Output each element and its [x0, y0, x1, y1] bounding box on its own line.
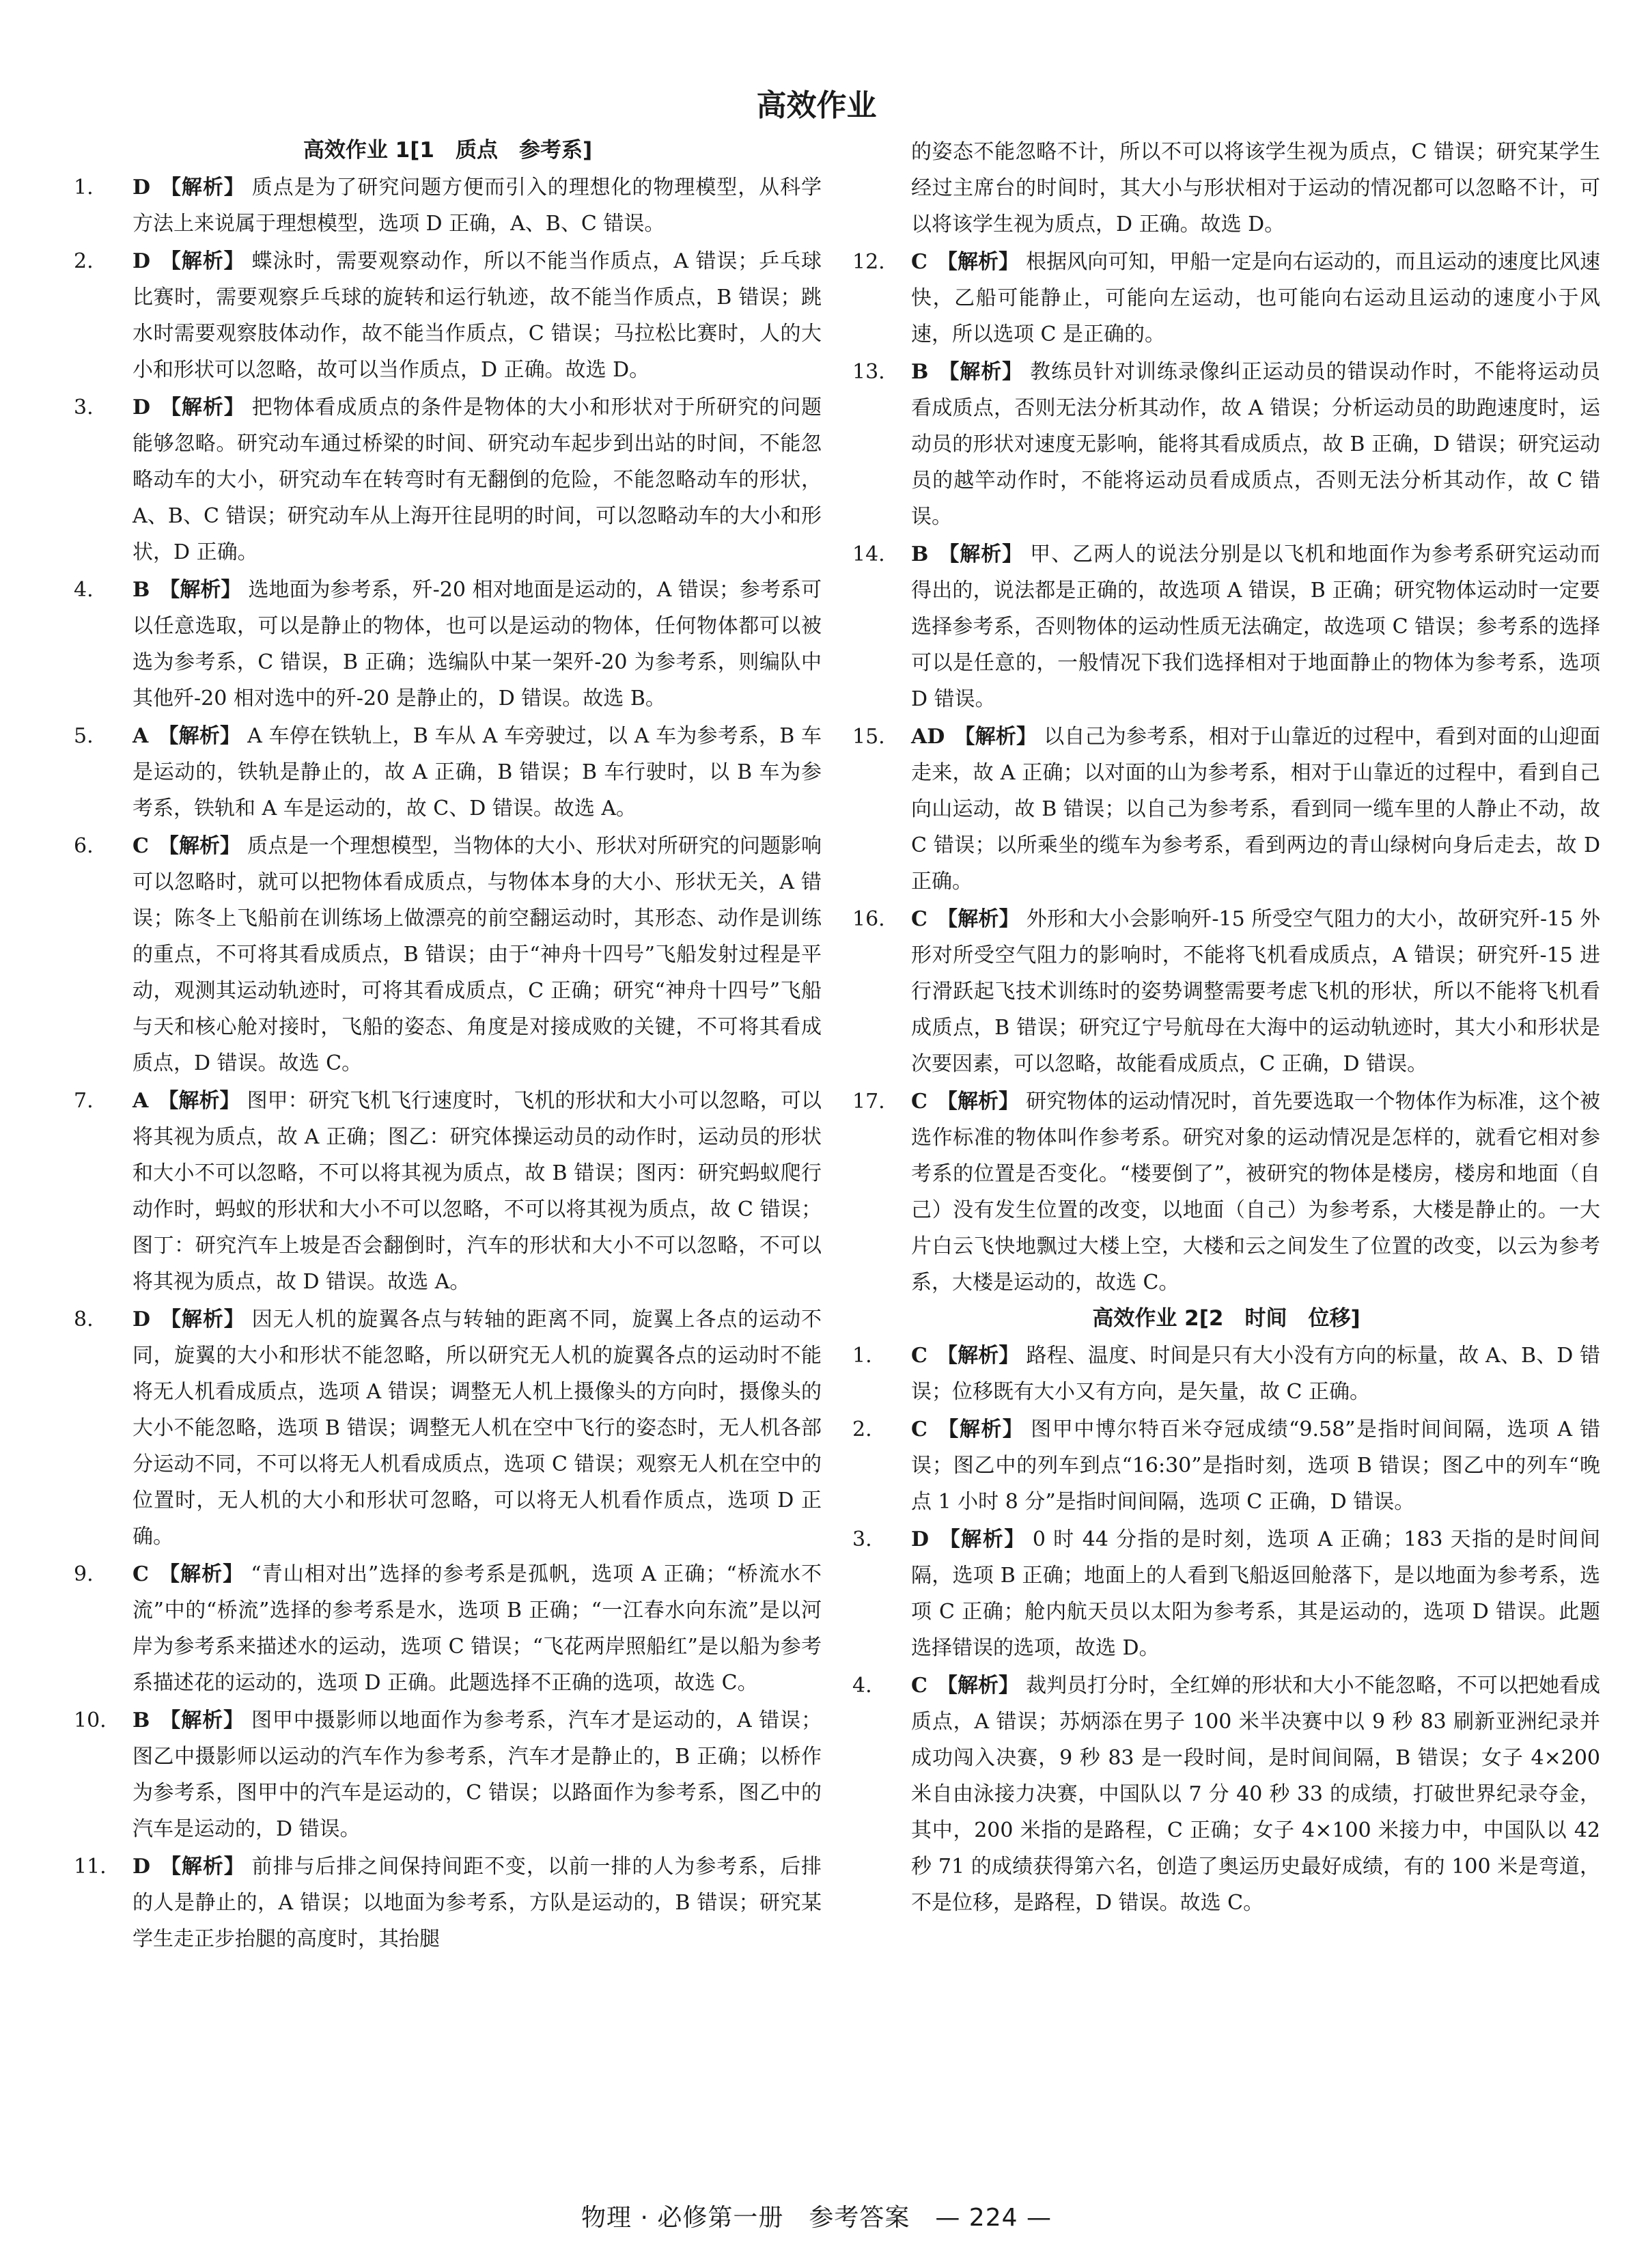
answer-key: A [132, 1089, 149, 1113]
analysis-tag: 【解析】 [158, 1562, 245, 1586]
answer-key: D [911, 1527, 930, 1551]
analysis-text: 把物体看成质点的条件是物体的大小和形状对于所研究的问题能够忽略。研究动车通过桥梁的时间、研究动车起步到出站的时间，不能忽略动车的大小，研究动车在转弯时有无翻倒的危险，不能忽略动车的形状，A、B、C 错误；研究动车从上海开往昆明的时间，可以忽略动车的大小和形状，D 正确。 [132, 396, 822, 564]
analysis-text: A 车停在铁轨上，B 车从 A 车旁驶过，以 A 车为参考系，B 车是运动的，铁轨是静止的，故 A 正确，B 错误；B 车行驶时，以 B 车为参考系，铁轨和 A 车是运动的，故 C、D 错误。故选 A。 [132, 724, 822, 820]
analysis-text: 外形和大小会影响歼-15 所受空气阻力的大小，故研究歼-15 外形对所受空气阻力的影响时，不能将飞机看成质点，A 错误；研究歼-15 进行滑跃起飞技术训练时的姿势调整需要考虑飞机的形状，所以不能将飞机看成质点，B 错误；研究辽宁号航母在大海中的运动轨迹时，其大小和形状是次要因素，可以忽略，故能看成质点，C 正确，D 错误。 [911, 907, 1600, 1076]
analysis-text: 路程、温度、时间是只有大小没有方向的标量，故 A、B、D 错误；位移既有大小又有方向，是矢量，故 C 正确。 [911, 1344, 1601, 1404]
answer-number: 2. [852, 1418, 872, 1441]
section-title: 高效作业 2[2 时间 位移] [1092, 1306, 1360, 1331]
answer-key: C [911, 1674, 927, 1698]
answer-number: 9. [74, 1562, 94, 1586]
answer-key: B [132, 1709, 150, 1732]
answer-item [852, 244, 1600, 352]
answer-item [74, 718, 822, 827]
answer-item [74, 169, 822, 242]
answer-item [74, 1849, 822, 1957]
analysis-tag: 【解析】 [936, 1418, 1024, 1441]
answer-item [852, 536, 1600, 717]
answer-item [74, 1556, 822, 1701]
answer-key: C [911, 907, 927, 931]
analysis-text: 质点是为了研究问题方便而引入的理想化的物理模型，从科学方法上来说属于理想模型，选项 D 正确，A、B、C 错误。 [132, 176, 822, 236]
answer-number: 1. [74, 176, 94, 199]
answer-number: 4. [852, 1674, 872, 1698]
analysis-text: 图甲：研究飞机飞行速度时，飞机的形状和大小可以忽略，可以将其视为质点，故 A 正确；图乙：研究体操运动员的动作时，运动员的形状和大小不可以忽略，不可以将其视为质点，故 B 错误；图丙：研究蚂蚁爬行动作时，蚂蚁的形状和大小不可以忽略，不可以将其视为质点，故 C 错误；图丁：研究汽车上坡是否会翻倒时，汽车的形状和大小不可以忽略，不可以将其视为质点，故 D 错误。故选 A。 [132, 1089, 822, 1294]
analysis-tag: 【解析】 [936, 907, 1020, 931]
page-title: 高效作业 [756, 88, 877, 123]
analysis-tag: 【解析】 [159, 1709, 245, 1732]
answer-key: C [132, 1562, 149, 1586]
answer-key: B [132, 578, 150, 602]
answer-key: D [132, 1308, 151, 1331]
analysis-tag: 【解析】 [160, 249, 245, 273]
analysis-tag: 【解析】 [936, 1674, 1020, 1698]
answer-key: C [911, 250, 927, 274]
analysis-text: 甲、乙两人的说法分别是以飞机和地面作为参考系研究运动而得出的，说法都是正确的，故选项 A 错误，B 正确；研究物体运动时一定要选择参考系，否则物体的运动性质无法确定，故选项 C 错误；参考系的选择可以是任意的，一般情况下我们选择相对于地面静止的物体为参考系，选项 D 错误。 [911, 542, 1600, 711]
answer-item [852, 1411, 1600, 1520]
analysis-tag: 【解析】 [160, 1855, 245, 1879]
answer-number: 5. [74, 724, 94, 748]
answer-item [852, 1521, 1600, 1666]
answer-number: 17. [852, 1090, 885, 1114]
analysis-text: 0 时 44 分指的是时刻，选项 A 正确；183 天指的是时间间隔，选项 B 正确；地面上的人看到飞船返回舱落下，是以地面为参考系，选项 C 正确；舱内航天员以太阳为参考系，其是运动的，选项 D 错误。此题选择错误的选项，故选 D。 [911, 1527, 1600, 1660]
answer-number: 7. [74, 1089, 94, 1113]
analysis-tag: 【解析】 [158, 724, 241, 748]
answer-number: 3. [852, 1527, 872, 1551]
answer-key: B [911, 360, 929, 384]
analysis-tag: 【解析】 [938, 360, 1024, 384]
answer-item [852, 1338, 1600, 1410]
section-title: 高效作业 1[1 质点 参考系] [303, 138, 593, 163]
answer-item [852, 901, 1600, 1082]
answer-key: B [911, 542, 929, 566]
analysis-tag: 【解析】 [160, 396, 245, 419]
analysis-text: 根据风向可知，甲船一定是向右运动的，而且运动的速度比风速快，乙船可能静止，可能向左运动，也可能向右运动且运动的速度小于风速，所以选项 C 是正确的。 [911, 250, 1601, 346]
answer-key: D [132, 176, 151, 199]
analysis-text: 质点是一个理想模型，当物体的大小、形状对所研究的问题影响可以忽略时，就可以把物体看成质点，与物体本身的大小、形状无关，A 错误；陈冬上飞船前在训练场上做漂亮的前空翻运动时，其形态、动作是训练的重点，不可将其看成质点，B 错误；由于“神舟十四号”飞船发射过程是平动，观测其运动轨迹时，可将其看成质点，C 正确；研究“神舟十四号”飞船与天和核心舱对接时，飞船的姿态、角度是对接成败的关键，不可将其看成质点，D 错误。故选 C。 [132, 834, 822, 1075]
answer-number: 6. [74, 834, 94, 858]
analysis-tag: 【解析】 [160, 1308, 245, 1331]
answer-list [74, 169, 822, 1957]
analysis-text: 选地面为参考系，歼-20 相对地面是运动的，A 错误；参考系可以任意选取，可以是静止的物体，也可以是运动的物体，任何物体都可以被选为参考系，C 错误，B 正确；选编队中某一架歼-20 为参考系，则编队中其他歼-20 相对选中的歼-20 是静止的，D 错误。故选 B。 [132, 578, 822, 710]
analysis-tag: 【解析】 [159, 578, 242, 602]
answer-continuation: 的姿态不能忽略不计，所以不可以将该学生视为质点，C 错误；研究某学生经过主席台的时间时，其大小与形状相对于运动的情况都可以忽略不计，可以将该学生视为质点，D 正确。故选 D。 [911, 140, 1600, 236]
answer-number: 13. [852, 360, 885, 384]
analysis-tag: 【解析】 [160, 176, 245, 199]
answer-key: D [132, 396, 151, 419]
right-column [852, 134, 1600, 1922]
answer-number: 12. [852, 250, 885, 274]
analysis-text: 因无人机的旋翼各点与转轴的距离不同，旋翼上各点的运动不同，旋翼的大小和形状不能忽略，所以研究无人机的旋翼各点的运动时不能将无人机看成质点，选项 A 错误；调整无人机上摄像头的方向时，摄像头的大小不能忽略，选项 B 错误；调整无人机在空中飞行的姿态时，无人机各部分运动不同，不可以将无人机看成质点，选项 C 错误；观察无人机在空中的位置时，无人机的大小和形状可忽略，可以将无人机看作质点，选项 D 正确。 [132, 1308, 822, 1549]
answer-number: 4. [74, 578, 94, 602]
answer-item [74, 1301, 822, 1555]
analysis-tag: 【解析】 [936, 1344, 1020, 1368]
analysis-tag: 【解析】 [158, 834, 241, 858]
analysis-text: 图甲中摄影师以地面作为参考系，汽车才是运动的，A 错误；图乙中摄影师以运动的汽车作为参考系，汽车才是静止的，B 正确；以桥作为参考系，图甲中的汽车是运动的，C 错误；以路面作为参考系，图乙中的汽车是运动的，D 错误。 [132, 1709, 822, 1841]
answer-key: A [132, 724, 149, 748]
analysis-tag: 【解析】 [938, 542, 1024, 566]
answer-item [74, 828, 822, 1081]
answer-number: 2. [74, 249, 94, 273]
answer-number: 14. [852, 542, 885, 566]
analysis-text: 教练员针对训练录像纠正运动员的错误动作时，不能将运动员看成质点，否则无法分析其动作，故 A 错误；分析运动员的助跑速度时，运动员的形状对速度无影响，能将其看成质点，故 B 正确，D 错误；研究运动员的越竿动作时，不能将运动员看成质点，否则无法分析其动作，故 C 错误。 [911, 360, 1600, 529]
answer-number: 8. [74, 1308, 94, 1331]
answer-key: D [132, 249, 151, 273]
analysis-text: 蝶泳时，需要观察动作，所以不能当作质点，A 错误；乒乓球比赛时，需要观察乒乓球的旋转和运行轨迹，故不能当作质点，B 错误；跳水时需要观察肢体动作，故不能当作质点，C 错误；马拉松比赛时，人的大小和形状可以忽略，故可以当作质点，D 正确。故选 D。 [132, 249, 822, 382]
analysis-text: 研究物体的运动情况时，首先要选取一个物体作为标准，这个被选作标准的物体叫作参考系。研究对象的运动情况是怎样的，就看它相对参考系的位置是否变化。“楼要倒了”，被研究的物体是楼房，楼房和地面（自己）没有发生位置的改变，以地面（自己）为参考系，大楼是静止的。一大片白云飞快地飘过大楼上空，大楼和云之间发生了位置的改变，以云为参考系，大楼是运动的，故选 C。 [911, 1090, 1601, 1295]
analysis-tag: 【解析】 [938, 1527, 1026, 1551]
analysis-text: 裁判员打分时，全红婵的形状和大小不能忽略，不可以把她看成质点，A 错误；苏炳添在男子 100 米半决赛中以 9 秒 83 刷新亚洲纪录并成功闯入决赛，9 秒 83 是一段时间，是时间间隔，B 错误；女子 4×200 米自由泳接力决赛，中国队以 7 分 40 秒 33 的成绩，打破世界纪录夺金，其中，200 米指的是路程，C 正确；女子 4×100 米接力中，中国队以 42 秒 71 的成绩获得第六名，创造了奥运历史最好成绩，有的 100 米是弯道，不是位移，是路程，D 错误。故选 C。 [911, 1674, 1601, 1915]
answer-list [852, 244, 1600, 1301]
answer-number: 10. [74, 1709, 107, 1732]
answer-key: C [911, 1090, 927, 1114]
analysis-text: “青山相对出”选择的参考系是孤帆，选项 A 正确；“桥流水不流”中的“桥流”选择的参考系是水，选项 B 正确；“一江春水向东流”是以河岸为参考系来描述水的运动，选项 C 错误；“飞花两岸照船红”是以船为参考系描述花的运动的，选项 D 正确。此题选择不正确的选项，故选 C。 [132, 1562, 822, 1695]
answer-number: 15. [852, 725, 885, 749]
page-footer: 物理 · 必修第一册 参考答案 — 224 — [581, 2204, 1052, 2232]
left-column [74, 134, 822, 1959]
answer-item [852, 1668, 1600, 1921]
answer-item [852, 719, 1600, 900]
answer-number: 3. [74, 396, 94, 419]
answer-key: C [911, 1418, 927, 1441]
answer-item [74, 1702, 822, 1847]
analysis-tag: 【解析】 [936, 250, 1020, 274]
answer-item [852, 1083, 1600, 1301]
answer-number: 16. [852, 907, 885, 931]
answer-key: C [132, 834, 149, 858]
answer-number: 11. [74, 1855, 107, 1879]
analysis-text: 前排与后排之间保持间距不变，以前一排的人为参考系，后排的人是静止的，A 错误；以地面为参考系，方队是运动的，B 错误；研究某学生走正步抬腿的高度时，其抬腿 [132, 1855, 822, 1951]
answer-key: D [132, 1855, 151, 1879]
answer-item [74, 1083, 822, 1300]
answer-number: 1. [852, 1344, 872, 1368]
analysis-tag: 【解析】 [954, 725, 1037, 749]
analysis-text: 图甲中博尔特百米夺冠成绩“9.58”是指时间间隔，选项 A 错误；图乙中的列车到点“16:30”是指时刻，选项 B 错误；图乙中的列车“晚点 1 小时 8 分”是指时间间隔，选项 C 正确，D 错误。 [911, 1418, 1600, 1514]
answer-item [74, 243, 822, 388]
answer-item [852, 354, 1600, 535]
analysis-tag: 【解析】 [158, 1089, 240, 1113]
answer-item [74, 389, 822, 570]
answer-item [74, 572, 822, 717]
answer-key: AD [911, 725, 945, 749]
answer-key: C [911, 1344, 927, 1368]
answer-list [852, 1338, 1600, 1921]
analysis-text: 以自己为参考系，相对于山靠近的过程中，看到对面的山迎面走来，故 A 正确；以对面的山为参考系，相对于山靠近的过程中，看到自己向山运动，故 B 错误；以自己为参考系，看到同一缆车里的人静止不动，故 C 错误；以所乘坐的缆车为参考系，看到两边的青山绿树向身后走去，故 D 正确。 [911, 725, 1601, 894]
analysis-tag: 【解析】 [936, 1090, 1020, 1114]
